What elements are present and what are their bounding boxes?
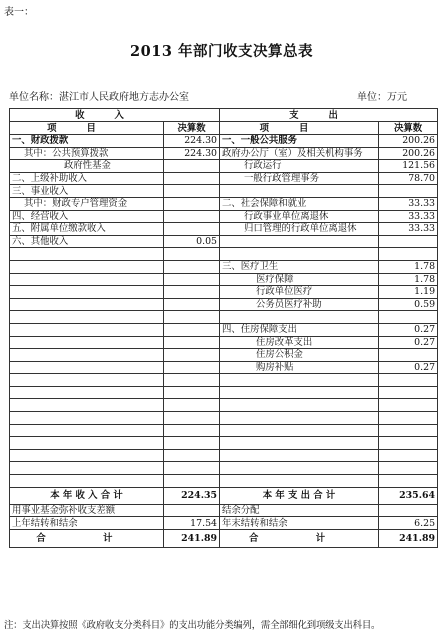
row-expense-value: 33.33 <box>379 210 438 223</box>
table-row <box>10 260 438 273</box>
row-expense-label <box>220 437 379 450</box>
expense-total-value: 235.64 <box>379 487 438 504</box>
income-total-label: 本 年 收 入 合 计 <box>10 487 164 504</box>
row-income-value <box>164 223 220 236</box>
row-expense-value <box>379 437 438 450</box>
grand-total-label-left: 合 计 <box>10 529 164 547</box>
row-income-label: 上年结转和结余 <box>10 517 164 530</box>
row-income-label <box>10 298 164 311</box>
row-expense-label: 住房公积金 <box>220 349 379 362</box>
row-expense-value: 1.78 <box>379 260 438 273</box>
row-expense-label: 行政运行 <box>220 160 379 173</box>
expense-total-label: 本 年 支 出 合 计 <box>220 487 379 504</box>
row-income-value <box>164 374 220 387</box>
row-expense-label: 二、社会保障和就业 <box>220 197 379 210</box>
row-income-value: 224.30 <box>164 135 220 148</box>
table-row <box>10 386 438 399</box>
row-expense-value: 200.26 <box>379 147 438 160</box>
table-row <box>10 185 438 198</box>
row-expense-value: 0.27 <box>379 336 438 349</box>
row-expense-label <box>220 449 379 462</box>
row-income-value <box>164 462 220 475</box>
table-body <box>10 135 438 488</box>
row-income-label: 用事业基金弥补收支差额 <box>10 504 164 517</box>
table-row <box>10 475 438 488</box>
row-income-value <box>164 323 220 336</box>
row-expense-value: 200.26 <box>379 135 438 148</box>
row-expense-label <box>220 235 379 248</box>
row-expense-value <box>379 449 438 462</box>
table-row <box>10 504 438 517</box>
row-income-label <box>10 412 164 425</box>
page-title: 2013 年部门收支决算总表 <box>130 43 313 60</box>
row-expense-label: 政府办公厅（室）及相关机构事务 <box>220 147 379 160</box>
row-income-value <box>164 349 220 362</box>
expense-item-header: 项目 <box>220 122 379 135</box>
row-income-label <box>10 361 164 374</box>
row-income-label <box>10 462 164 475</box>
table-row <box>10 449 438 462</box>
table-row <box>10 311 438 324</box>
table-row <box>10 147 438 160</box>
row-income-value <box>164 386 220 399</box>
income-amount-header: 决算数 <box>164 122 220 135</box>
row-income-value <box>164 185 220 198</box>
row-expense-value <box>379 462 438 475</box>
row-income-label <box>10 311 164 324</box>
table-row <box>10 248 438 261</box>
row-income-value <box>164 197 220 210</box>
row-income-value <box>164 424 220 437</box>
row-expense-value <box>379 412 438 425</box>
row-expense-label: 住房改革支出 <box>220 336 379 349</box>
row-expense-label: 行政单位医疗 <box>220 286 379 299</box>
row-expense-value: 121.56 <box>379 160 438 173</box>
row-expense-value <box>379 475 438 488</box>
table-row <box>10 412 438 425</box>
table-row <box>10 399 438 412</box>
grand-total-value-right: 241.89 <box>379 529 438 547</box>
row-income-label: 其中：财政专户管理资金 <box>10 197 164 210</box>
row-expense-label: 结余分配 <box>220 504 379 517</box>
row-expense-value <box>379 248 438 261</box>
row-expense-label <box>220 185 379 198</box>
expense-amount-header: 决算数 <box>379 122 438 135</box>
currency-unit: 单位：万元 <box>357 92 407 103</box>
row-expense-label: 归口管理的行政单位离退休 <box>220 223 379 236</box>
row-income-label: 三、事业收入 <box>10 185 164 198</box>
row-expense-value <box>379 386 438 399</box>
row-income-value <box>164 260 220 273</box>
row-income-label <box>10 349 164 362</box>
table-row <box>10 235 438 248</box>
row-income-label: 政府性基金 <box>10 160 164 173</box>
row-income-value <box>164 172 220 185</box>
row-expense-value: 0.27 <box>379 323 438 336</box>
row-income-value <box>164 336 220 349</box>
header-row-columns <box>10 122 438 135</box>
income-section-header: 收入 <box>10 109 220 122</box>
row-expense-label <box>220 386 379 399</box>
table-row <box>10 517 438 530</box>
table-row <box>10 462 438 475</box>
row-expense-label <box>220 424 379 437</box>
table-row <box>10 135 438 148</box>
income-total-value: 224.35 <box>164 487 220 504</box>
table-row <box>10 273 438 286</box>
row-expense-label <box>220 412 379 425</box>
grand-total-value-left: 241.89 <box>164 529 220 547</box>
budget-table <box>9 108 438 548</box>
row-expense-label: 购房补贴 <box>220 361 379 374</box>
row-expense-label: 三、医疗卫生 <box>220 260 379 273</box>
table-row <box>10 424 438 437</box>
table-row <box>10 349 438 362</box>
row-income-label: 四、经营收入 <box>10 210 164 223</box>
unit-name: 单位名称：湛江市人民政府地方志办公室 <box>9 92 189 103</box>
row-expense-value <box>379 504 438 517</box>
footnote: 注：支出决算按照《政府收支分类科目》的支出功能分类编列，需全部细化到项级支出科目。 <box>4 620 381 631</box>
table-row <box>10 298 438 311</box>
table-row <box>10 210 438 223</box>
row-income-label: 其中：公共预算拨款 <box>10 147 164 160</box>
row-income-value <box>164 449 220 462</box>
row-expense-value: 0.27 <box>379 361 438 374</box>
row-income-value <box>164 475 220 488</box>
row-income-value <box>164 273 220 286</box>
row-expense-value <box>379 374 438 387</box>
row-income-value <box>164 437 220 450</box>
row-expense-value <box>379 311 438 324</box>
table-row <box>10 223 438 236</box>
row-expense-value: 1.19 <box>379 286 438 299</box>
row-expense-label: 年末结转和结余 <box>220 517 379 530</box>
row-income-label <box>10 386 164 399</box>
row-income-value <box>164 160 220 173</box>
row-income-value <box>164 248 220 261</box>
row-income-label <box>10 374 164 387</box>
row-income-label: 六、其他收入 <box>10 235 164 248</box>
row-expense-label <box>220 248 379 261</box>
table-row <box>10 374 438 387</box>
row-income-label: 一、财政拨款 <box>10 135 164 148</box>
row-expense-label <box>220 462 379 475</box>
income-item-header: 项目 <box>10 122 164 135</box>
row-income-label <box>10 273 164 286</box>
row-expense-value: 33.33 <box>379 223 438 236</box>
row-expense-label <box>220 374 379 387</box>
row-income-value <box>164 298 220 311</box>
table-number-label: 表一： <box>4 7 34 18</box>
table-row <box>10 160 438 173</box>
row-income-value: 17.54 <box>164 517 220 530</box>
table-row <box>10 286 438 299</box>
table-row <box>10 336 438 349</box>
row-income-label <box>10 286 164 299</box>
row-income-value: 0.05 <box>164 235 220 248</box>
row-expense-value <box>379 424 438 437</box>
row-income-label: 二、上级补助收入 <box>10 172 164 185</box>
row-expense-label: 行政事业单位离退休 <box>220 210 379 223</box>
row-expense-label: 一般行政管理事务 <box>220 172 379 185</box>
grand-total-label-right: 合 计 <box>220 529 379 547</box>
row-expense-value: 1.78 <box>379 273 438 286</box>
row-expense-label: 医疗保障 <box>220 273 379 286</box>
row-income-label <box>10 437 164 450</box>
row-income-value <box>164 504 220 517</box>
table-row <box>10 172 438 185</box>
row-income-label <box>10 449 164 462</box>
row-income-value <box>164 412 220 425</box>
row-income-value <box>164 361 220 374</box>
row-expense-value <box>379 399 438 412</box>
row-expense-value <box>379 185 438 198</box>
row-expense-value <box>379 235 438 248</box>
row-expense-label: 四、住房保障支出 <box>220 323 379 336</box>
row-income-label <box>10 248 164 261</box>
row-income-label <box>10 399 164 412</box>
row-income-value: 224.30 <box>164 147 220 160</box>
row-expense-value: 0.59 <box>379 298 438 311</box>
grand-total-row <box>10 529 438 547</box>
row-expense-label <box>220 475 379 488</box>
row-income-value <box>164 210 220 223</box>
row-expense-label: 一、一般公共服务 <box>220 135 379 148</box>
row-income-label <box>10 475 164 488</box>
row-expense-value: 33.33 <box>379 197 438 210</box>
table-row <box>10 437 438 450</box>
year-total-row <box>10 487 438 504</box>
row-income-value <box>164 399 220 412</box>
row-income-label: 五、附属单位缴款收入 <box>10 223 164 236</box>
table-row <box>10 197 438 210</box>
row-income-value <box>164 311 220 324</box>
table-row <box>10 361 438 374</box>
row-income-label <box>10 260 164 273</box>
table-row <box>10 323 438 336</box>
row-income-label <box>10 424 164 437</box>
header-row-sections <box>10 109 438 122</box>
row-income-label <box>10 336 164 349</box>
row-expense-label: 公务员医疗补助 <box>220 298 379 311</box>
row-expense-value: 78.70 <box>379 172 438 185</box>
row-expense-value: 6.25 <box>379 517 438 530</box>
row-expense-label <box>220 399 379 412</box>
row-expense-label <box>220 311 379 324</box>
expense-section-header: 支出 <box>220 109 438 122</box>
row-income-value <box>164 286 220 299</box>
row-expense-value <box>379 349 438 362</box>
row-income-label <box>10 323 164 336</box>
